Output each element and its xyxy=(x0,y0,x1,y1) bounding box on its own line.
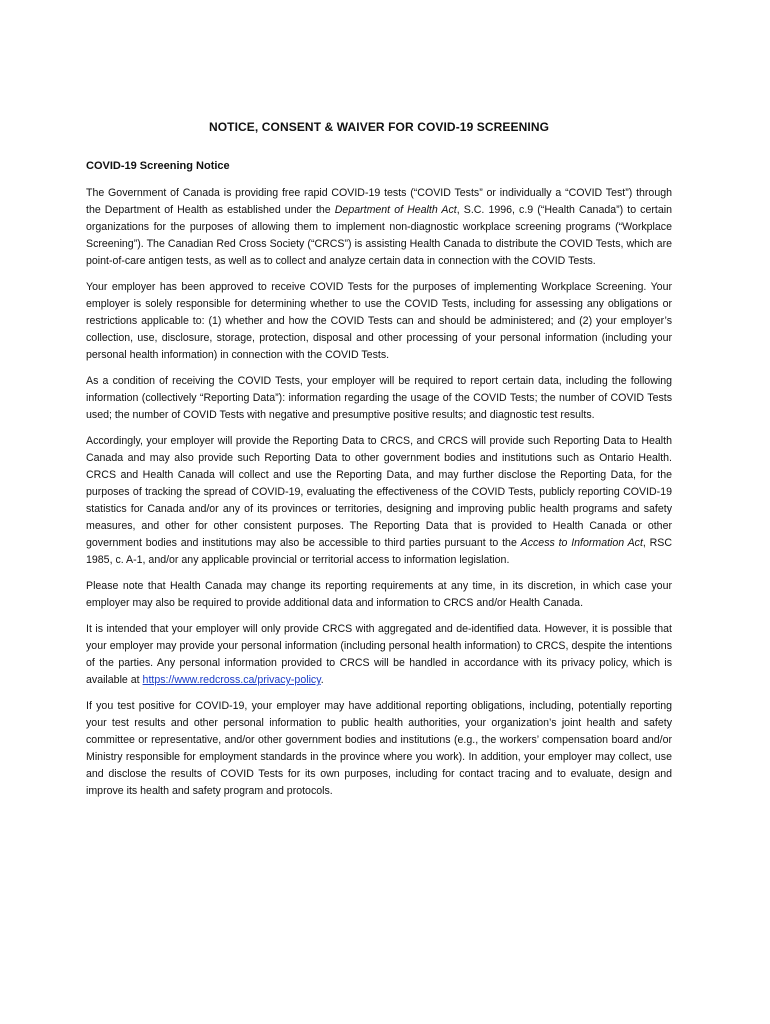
paragraph-government-tests xyxy=(86,185,672,270)
paragraph-text: , RSC 1985, c. A-1, and/or any applicable provincial or territorial access to information legislation. xyxy=(86,537,672,566)
paragraph-data-sharing xyxy=(86,433,672,569)
paragraph-positive-result: If you test positive for COVID-19, your employer may have additional reporting obligations, including, potentially reporting your test results and other personal information to public health authorities, your organization’s joint health and safety committee or representative, and/or other government bodies and institutions (e.g., the workers’ compensation board and/or Ministry responsible for employment standards in the province where you work). In addition, your employer may collect, use and disclose the results of COVID Tests for its own purposes, including for contact tracing and to evaluate, design and improve its health and safety program and protocols. xyxy=(86,700,672,797)
paragraph-privacy xyxy=(86,621,672,689)
privacy-policy-link[interactable]: https://www.redcross.ca/privacy-policy xyxy=(142,674,321,686)
paragraph-requirement-changes: Please note that Health Canada may change its reporting requirements at any time, in its discretion, in which case your employer may also be required to provide additional data and information to CRCS and/or Health Canada. xyxy=(86,580,672,609)
act-name: Department of Health Act xyxy=(334,204,457,216)
paragraph-employer-approval: Your employer has been approved to receive COVID Tests for the purposes of implementing Workplace Screening. Your employer is solely responsible for determining whether to use the COVID Tests, including for assessing any obligations or restrictions applicable to: (1) whether and how the COVID Tests can and should be administered; and (2) your employer’s collection, use, disclosure, storage, protection, disposal and other processing of your personal information (including your personal health information) in connection with the COVID Tests. xyxy=(86,281,672,361)
section-heading: COVID-19 Screening Notice xyxy=(86,160,230,172)
document-page xyxy=(86,120,672,809)
paragraph-text: The Government of Canada is providing free rapid COVID-19 tests (“COVID Tests” or individually a “COVID Test”) through the Department of Health as established under the xyxy=(86,187,672,216)
paragraph-text: Accordingly, your employer will provide the Reporting Data to CRCS, and CRCS will provide such Reporting Data to Health Canada and may also provide such Reporting Data to other government bodies and institutions such as Ontario Health. CRCS and Health Canada will collect and use the Reporting Data, and may further disclose the Reporting Data, for the purposes of tracking the spread of COVID-19, evaluating the effectiveness of the COVID Tests, publicly reporting COVID-19 statistics for Canada and/or any of its provinces or territories, designing and improving public health programs and safety measures, and other for other consistent purposes. The Reporting Data that is provided to Health Canada or other government bodies and institutions may also be accessible to third parties pursuant to the xyxy=(86,435,672,549)
paragraph-reporting-data: As a condition of receiving the COVID Tests, your employer will be required to report certain data, including the following information (collectively “Reporting Data”): information regarding the usage of the COVID Tests; the number of COVID Tests used; the number of COVID Tests with negative and presumptive positive results; and diagnostic test results. xyxy=(86,375,672,421)
act-name: Access to Information Act xyxy=(520,537,643,549)
paragraph-text: It is intended that your employer will only provide CRCS with aggregated and de-identified data. However, it is possible that your employer may provide your personal information (including personal health information) to CRCS, despite the intentions of the parties. Any personal information provided to CRCS will be handled in accordance with its privacy policy, which is available at xyxy=(86,623,672,686)
paragraph-text: . xyxy=(320,674,324,686)
paragraph-text: , S.C. 1996, c.9 (“Health Canada”) to certain organizations for the purposes of allowing them to implement non-diagnostic workplace screening programs (“Workplace Screening”). The Canadian Red Cross Society (“CRCS”) is assisting Health Canada to distribute the COVID Tests, which are point-of-care antigen tests, as well as to collect and analyze certain data in connection with the COVID Tests. xyxy=(86,204,672,267)
document-title: NOTICE, CONSENT & WAIVER FOR COVID-19 SCREENING xyxy=(208,120,550,134)
